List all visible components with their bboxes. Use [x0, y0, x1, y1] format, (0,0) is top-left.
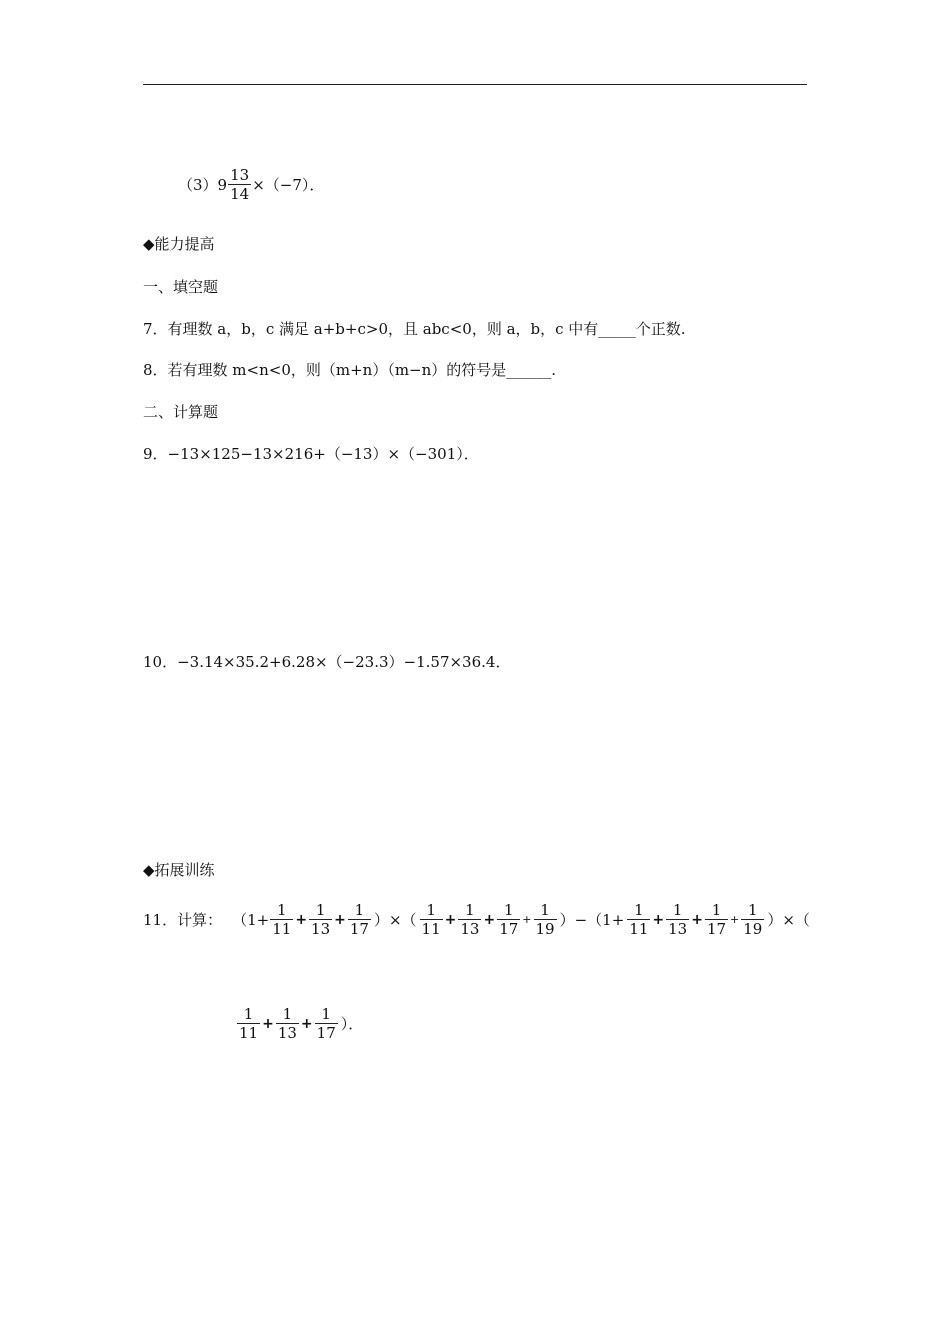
question-11-line-1: 11．计算： （1+ $\frac{1}{11}$ + $\frac{1}{13}$ + $\frac{1}{17}$ ）×（ $\frac{1}{11}$ + $\frac{1}{13}$ + $\frac{1}{17}$ + $\frac{1}{19}$ ）−（1+ $\frac{1}{11}$ + $\frac{1}{13}$ + $\frac{1}{17}$ + $\frac{1}{19}$ ）×（: [143, 901, 810, 938]
question-9: 9．−13×125−13×216+（−13）×（−301）．: [143, 445, 479, 463]
question-8: 8．若有理数 m<n<0，则（m+n）（m−n）的符号是______.: [143, 361, 557, 379]
subheading-calculation: 二、计算题: [143, 403, 219, 421]
q3-suffix: ×（−7）．: [252, 175, 325, 194]
q3-prefix: （3）9: [178, 175, 228, 194]
section-heading-extension: ◆拓展训练: [143, 861, 215, 879]
question-11-line-2: $\frac{1}{11}$ + $\frac{1}{13}$ + $\frac{1}{17}$ ）．: [239, 1005, 364, 1042]
header-rule: [143, 84, 807, 85]
question-3: [178, 166, 324, 203]
question-10: 10．−3.14×35.2+6.28×（−23.3）−1.57×36.4．: [143, 653, 511, 671]
q3-fraction: $\frac{13}{14}$: [230, 166, 250, 203]
subheading-fill-blank: 一、填空题: [143, 278, 219, 296]
section-heading-ability: ◆能力提高: [143, 235, 215, 253]
question-7: 7．有理数 a，b，c 满足 a+b+c>0，且 abc<0，则 a，b，c 中有_____个正数.: [143, 320, 686, 338]
